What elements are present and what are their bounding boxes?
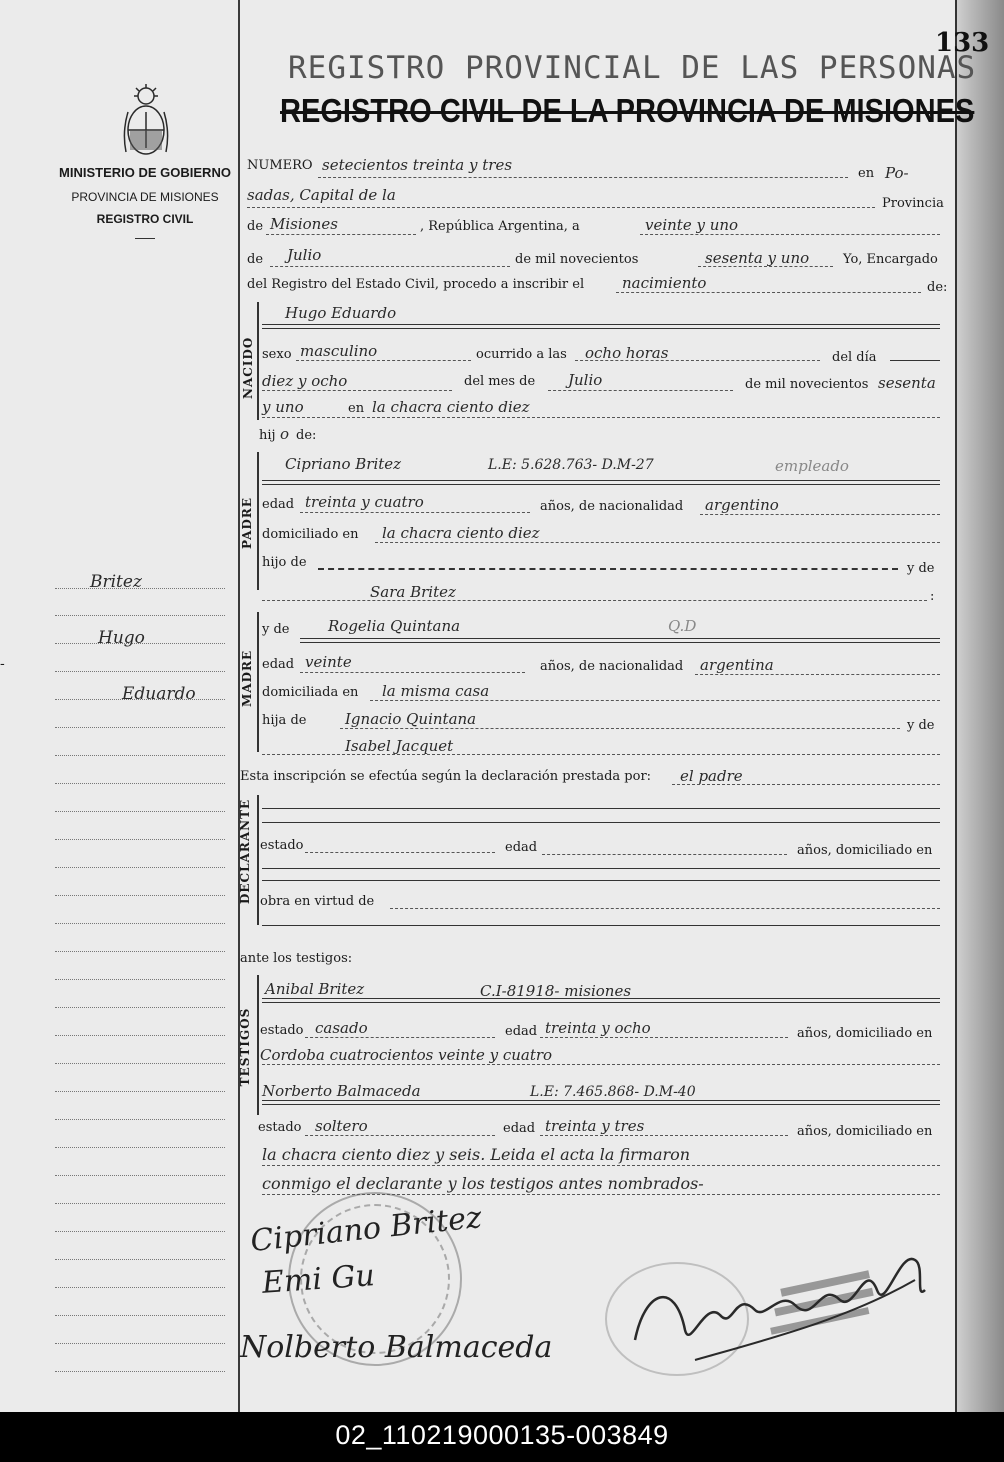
edge-mark: - (0, 656, 5, 672)
ministry-divider (135, 238, 155, 239)
provincia-value: Misiones (270, 215, 338, 233)
testigo1-estado-value: casado (315, 1019, 368, 1037)
margin-line (55, 1371, 225, 1372)
testigo2-edad-label: edad (503, 1121, 536, 1136)
sexo-value: masculino (300, 342, 378, 360)
margin-line (55, 727, 225, 728)
fill-line (300, 672, 525, 673)
official-signature-scribble (615, 1220, 935, 1380)
madre-nacionalidad-label: años, de nacionalidad (540, 659, 684, 674)
act-value: nacimiento (622, 274, 707, 292)
testigo2-estado-label: estado (258, 1120, 302, 1135)
mes-label: del mes de (464, 374, 536, 389)
margin-line (55, 1343, 225, 1344)
margin-line (55, 755, 225, 756)
testigo1-domicilio-value: Cordoba cuatrocientos veinte y cuatro (260, 1046, 553, 1064)
margin-line (55, 951, 225, 952)
name-rule (262, 480, 940, 485)
lugar-value: la chacra ciento diez (372, 398, 530, 416)
margin-line (55, 979, 225, 980)
fill-line (700, 514, 940, 515)
fill-line (370, 700, 940, 701)
ocurrido-label: ocurrido a las (476, 347, 567, 362)
testigo2-edad-value: treinta y tres (545, 1117, 645, 1135)
padre-edad-value: treinta y cuatro (305, 493, 424, 511)
margin-line (55, 1063, 225, 1064)
fill-line (640, 234, 940, 235)
blank-rule (262, 808, 940, 809)
year-value: sesenta y uno (705, 249, 810, 267)
fill-line (890, 360, 940, 361)
margin-line (55, 1203, 225, 1204)
margin-line (55, 1175, 225, 1176)
margin-line (55, 643, 225, 644)
padre-mother-value: Sara Britez (370, 583, 456, 601)
fill-line (296, 360, 471, 361)
padre-domicilio-value: la chacra ciento diez (382, 524, 540, 542)
testigos-ante-label: ante los testigos: (240, 951, 353, 966)
ministry-name: MINISTERIO DE GOBIERNO (59, 165, 231, 180)
scan-footer-code: 02_110219000135-003849 (0, 1412, 1004, 1462)
madre-y-de2-label: y de (907, 718, 935, 733)
padre-document: L.E: 5.628.763- D.M-27 (488, 457, 654, 473)
fill-line (305, 852, 495, 853)
fill-line (542, 854, 787, 855)
declaracion-label: Esta inscripción se efectúa según la declaración prestada por: (240, 769, 652, 784)
section-label-nacido: NACIDO (241, 336, 255, 399)
fill-line (616, 292, 921, 293)
fill-line (318, 177, 848, 178)
fill-line (390, 908, 940, 909)
declarante-estado-label: estado (260, 838, 304, 853)
signature-father: Cipriano Britez (248, 1199, 484, 1260)
padre-nacionalidad-value: argentino (705, 496, 779, 514)
blank-rule (262, 868, 940, 869)
testigo2-name: Norberto Balmaceda (262, 1082, 421, 1100)
fill-line (247, 207, 875, 208)
blank-rule (262, 880, 940, 881)
testigo1-name: Anibal Britez (265, 980, 365, 998)
name-rule (262, 1100, 940, 1105)
section-label-declarante: DECLARANTE (238, 798, 252, 904)
fill-line (262, 417, 940, 418)
madre-edad-label: edad (262, 657, 295, 672)
month-value: Julio (287, 246, 322, 264)
name-rule (262, 324, 940, 329)
registro-label: del Registro del Estado Civil, procedo a inscribir el (247, 277, 585, 292)
blank-rule (262, 925, 940, 926)
section-bracket (257, 975, 259, 1115)
margin-line (55, 1147, 225, 1148)
madre-father-value: Ignacio Quintana (345, 710, 477, 728)
testigo1-document: C.I-81918- misiones (480, 982, 632, 1000)
margin-line (55, 1315, 225, 1316)
dia-value: diez y ocho (262, 372, 348, 390)
fill-line (305, 1135, 495, 1136)
anio-value-1: sesenta (878, 374, 936, 392)
signature-witness2: Nolberto Balmaceda (240, 1330, 553, 1365)
testigo1-estado-label: estado (260, 1023, 304, 1038)
name-rule (300, 638, 940, 643)
sexo-label: sexo (262, 347, 292, 362)
margin-line (55, 895, 225, 896)
hijo-de-label: de: (296, 428, 317, 443)
margin-line (55, 1259, 225, 1260)
testigo1-domicilio-label: años, domiciliado en (797, 1026, 933, 1041)
header-title-main: REGISTRO CIVIL DE LA PROVINCIA DE MISIONES (280, 92, 975, 129)
name-rule (262, 998, 940, 1003)
fill-line (695, 674, 940, 675)
anio-label: de mil novecientos (745, 377, 869, 392)
padre-edad-label: edad (262, 497, 295, 512)
fill-line (318, 568, 898, 570)
margin-line (55, 615, 225, 616)
de3-label: de: (927, 280, 948, 295)
section-label-padre: PADRE (240, 497, 254, 549)
margin-line (55, 671, 225, 672)
fill-line (262, 1165, 940, 1166)
margin-given-name-2: Eduardo (122, 684, 196, 704)
declarante-edad-label: edad (505, 840, 538, 855)
registry-name: REGISTRO CIVIL (96, 212, 194, 226)
page-edge-line (955, 0, 957, 1412)
numero-value: setecientos treinta y tres (322, 156, 513, 174)
fill-line (540, 1135, 788, 1136)
margin-line (55, 839, 225, 840)
testigo2-domicilio-label: años, domiciliado en (797, 1124, 933, 1139)
padre-colon: : (930, 589, 935, 604)
margin-surname: Britez (90, 572, 142, 592)
header-title-top: REGISTRO PROVINCIAL DE LAS PERSONAS (288, 50, 977, 86)
section-label-madre: MADRE (240, 649, 254, 707)
signature-witness1: Emi Gu (260, 1258, 376, 1301)
fill-line (262, 600, 927, 601)
day-value: veinte y uno (645, 216, 739, 234)
margin-line (55, 699, 225, 700)
de-label: de (247, 219, 264, 234)
fill-line (548, 390, 733, 391)
fill-line (262, 1064, 940, 1065)
section-bracket (257, 452, 259, 590)
madre-name: Rogelia Quintana (328, 617, 461, 635)
section-label-testigos: TESTIGOS (238, 1007, 252, 1087)
nacido-name: Hugo Eduardo (285, 304, 397, 322)
page-edge-shadow (957, 0, 1004, 1412)
republica-label: , República Argentina, a (420, 219, 580, 234)
madre-mother-value: Isabel Jacquet (345, 737, 454, 755)
place-value-part1: Po- (885, 164, 909, 182)
madre-y-de-label: y de (262, 622, 290, 637)
madre-domicilio-label: domiciliada en (262, 685, 359, 700)
margin-line (55, 588, 225, 589)
madre-occupation: Q.D (668, 617, 697, 635)
fill-line (540, 1037, 788, 1038)
margin-line (55, 1231, 225, 1232)
fill-line (262, 754, 940, 755)
padre-domicilio-label: domiciliado en (262, 527, 359, 542)
provincia-label: Provincia (882, 196, 944, 211)
fill-line (262, 390, 452, 391)
margin-line (55, 1035, 225, 1036)
padre-y-de-label: y de (907, 561, 935, 576)
declaracion-value: el padre (680, 767, 743, 785)
fill-line (698, 266, 833, 267)
coat-of-arms-icon (118, 82, 174, 160)
testigo2-estado-value: soltero (315, 1117, 368, 1135)
testigo1-edad-value: treinta y ocho (545, 1019, 651, 1037)
madre-nacionalidad-value: argentina (700, 656, 774, 674)
margin-line (55, 783, 225, 784)
testigo2-document: L.E: 7.465.868- D.M-40 (530, 1084, 696, 1100)
numero-label: NUMERO (247, 158, 313, 173)
margin-line (55, 923, 225, 924)
fill-line (340, 728, 900, 729)
margin-line (55, 811, 225, 812)
section-bracket (257, 795, 259, 925)
lugar-prefix: en (348, 401, 365, 416)
place-value-part2: sadas, Capital de la (247, 186, 396, 204)
section-bracket (257, 302, 259, 420)
padre-name: Cipriano Britez (285, 455, 402, 473)
madre-hija-de-label: hija de (262, 713, 307, 728)
margin-line (55, 867, 225, 868)
fill-line (375, 542, 940, 543)
margin-line (55, 1287, 225, 1288)
madre-domicilio-value: la misma casa (382, 682, 490, 700)
testigo1-edad-label: edad (505, 1024, 538, 1039)
hijo-suffix: o (280, 425, 290, 443)
year-prefix: de mil novecientos (515, 252, 639, 267)
declarante-obra-label: obra en virtud de (260, 894, 375, 909)
fill-line (270, 266, 510, 267)
madre-edad-value: veinte (305, 653, 352, 671)
padre-hijo-de-label: hijo de (262, 555, 307, 570)
page-number: 133 (935, 28, 990, 58)
mes-value: Julio (568, 371, 603, 389)
testigo2-domicilio-value: la chacra ciento diez y seis. Leida el acta la firmaron (262, 1145, 691, 1164)
padre-nacionalidad-label: años, de nacionalidad (540, 499, 684, 514)
fill-line (300, 512, 530, 513)
blank-rule (262, 822, 940, 823)
anio-value-2: y uno (262, 398, 304, 416)
fill-line (266, 234, 416, 235)
section-bracket (257, 612, 259, 752)
padre-occupation: empleado (775, 457, 849, 475)
fill-line (672, 784, 940, 785)
province-name: PROVINCIA DE MISIONES (71, 190, 219, 204)
en-label: en (858, 166, 875, 181)
declarante-domicilio-label: años, domiciliado en (797, 843, 933, 858)
fill-line (575, 360, 820, 361)
hora-value: ocho horas (585, 344, 669, 362)
yo-label: Yo, Encargado (843, 252, 938, 267)
margin-line (55, 1119, 225, 1120)
margin-line (55, 1007, 225, 1008)
del-dia-label: del día (832, 350, 877, 365)
closing-text: conmigo el declarante y los testigos antes nombrados- (262, 1174, 704, 1193)
fill-line (305, 1037, 495, 1038)
hijo-label: hij (259, 428, 276, 443)
margin-given-name-1: Hugo (98, 628, 145, 648)
de2-label: de (247, 252, 264, 267)
margin-line (55, 1091, 225, 1092)
